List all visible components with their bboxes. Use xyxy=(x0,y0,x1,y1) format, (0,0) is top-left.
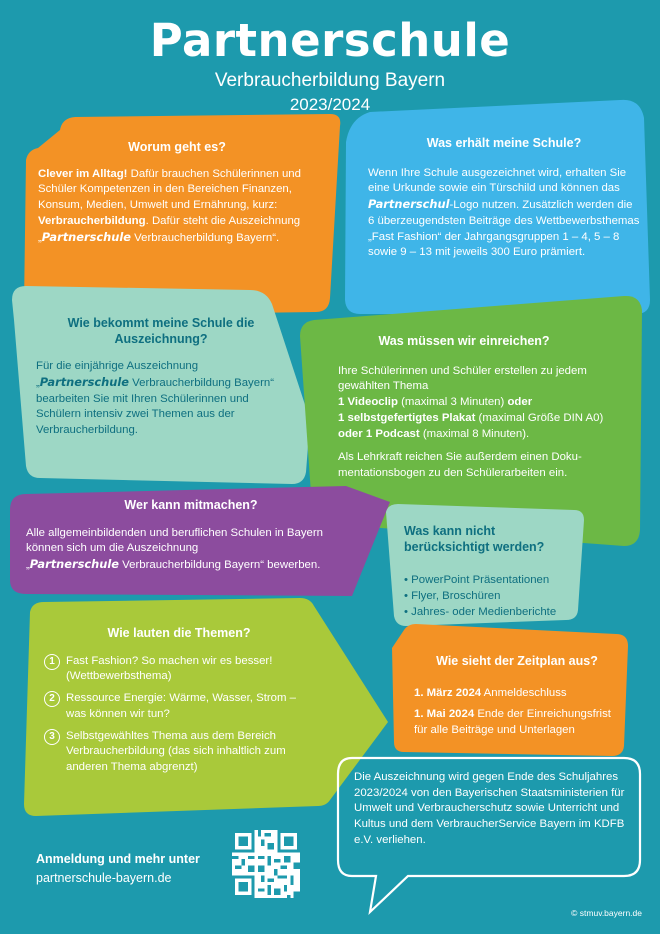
erhalt-section xyxy=(368,136,640,261)
mitmachen-text1: Alle allgemeinbildenden und beruflichen Schulen in Bayern können sich um die Auszeichnung xyxy=(26,526,323,555)
nicht-section xyxy=(404,524,574,621)
bekommt-text xyxy=(36,359,286,439)
list-item: • Jahres- oder Medienberichte xyxy=(404,605,574,621)
copyright-note: © stmuv.bayern.de xyxy=(571,908,642,918)
number-circle-icon: 3 xyxy=(44,729,60,745)
worum-bold2: Verbraucherbildung xyxy=(38,214,146,227)
erhalt-heading: Was erhält meine Schule? xyxy=(426,136,582,150)
worum-text xyxy=(38,167,316,247)
einreichen-item1 xyxy=(338,395,630,411)
einreichen-outro: Als Lehrkraft reichen Sie außerdem einen Dokumentationsbogen zu den Schülerarbeiten ein. xyxy=(338,451,582,480)
einreichen-text xyxy=(338,364,630,482)
einreichen-item2 xyxy=(338,411,630,427)
erhalt-text2: -Logo nutzen. Zusätzlich werden die 6 überzeugendsten Beiträge des Wettbewerbsthemas „Fast Fashion“ der Jahrgangsgruppen 1 – 4, 5 – 8 sowie 9 – 13 mit jeweils 300 Euro prämiert. xyxy=(368,199,640,259)
erhalt-text xyxy=(368,166,640,261)
mitmachen-text2: Verbraucherbildung Bayern“ bewerben. xyxy=(119,559,321,572)
bekommt-heading: Wie bekommt meine Schule die Auszeichnung? xyxy=(67,316,255,346)
themen-section xyxy=(44,626,314,782)
bekommt-text2: Verbraucherbildung Bayern“ bearbeiten Sie mit Ihren Schülerinnen und Schülern intensiv zwei Themen aus der Verbraucherbildung. xyxy=(36,376,275,437)
worum-text1: Dafür brauchen Schülerinnen und Schüler Kompetenzen in den Bereichen Finanzen, Konsum, Medien, Umwelt und Ernährung, kurz: xyxy=(38,167,301,212)
page-subtitle: Verbraucherbildung Bayern xyxy=(214,70,446,91)
list-item: • PowerPoint Präsentationen xyxy=(404,573,574,589)
school-year: 2023/2024 xyxy=(289,95,371,114)
item3-rest: (maximal 8 Minuten). xyxy=(419,427,530,440)
worum-bold1: Clever im Alltag! xyxy=(38,167,128,180)
date1-text: Anmeldeschluss xyxy=(481,686,567,699)
partnerschule-logo-word: Partnerschule xyxy=(29,557,119,572)
list-item xyxy=(44,691,314,722)
item2-rest: (maximal Größe DIN A0) xyxy=(475,411,604,424)
registration-info xyxy=(36,850,200,888)
date2-bold: 1. Mai 2024 xyxy=(414,708,475,721)
list-item: • Flyer, Broschüren xyxy=(404,589,574,605)
zeitplan-date2 xyxy=(414,707,620,738)
bekommt-quote: „ xyxy=(36,376,40,389)
topic-text: Selbstgewähltes Thema aus dem Bereich Verbraucherbildung (das sich inhaltlich zum anderen Thema abgrenzt) xyxy=(66,729,286,774)
mitmachen-text xyxy=(26,526,356,574)
nicht-list xyxy=(404,573,574,621)
partnerschule-logo-word: Partnerschule xyxy=(39,374,129,389)
item3-bold: oder 1 Podcast xyxy=(338,427,420,440)
registration-link[interactable]: partnerschule-bayern.de xyxy=(36,870,172,885)
themen-list xyxy=(44,654,314,776)
worum-section xyxy=(38,140,316,246)
date2-text: Ende der Einreichungsfrist für alle Beiträge und Unterlagen xyxy=(414,708,611,737)
topic-text: Ressource Energie: Wärme, Wasser, Strom – was können wir tun? xyxy=(66,692,296,720)
mitmachen-section xyxy=(26,498,356,574)
item1-or: oder xyxy=(507,396,533,409)
einreichen-section xyxy=(338,334,630,482)
worum-text2: . Dafür steht die Auszeichnung xyxy=(145,214,301,227)
worum-text3: Verbraucherbildung Bayern“. xyxy=(131,231,280,244)
registration-label: Anmeldung und mehr unter xyxy=(36,852,200,866)
partnerschul-logo-word: Partnerschul xyxy=(368,197,450,212)
date1-bold: 1. März 2024 xyxy=(414,686,482,699)
topic-text: Fast Fashion? So machen wir es besser! (Wettbewerbsthema) xyxy=(66,654,273,683)
qr-code-icon[interactable] xyxy=(232,830,300,898)
einreichen-intro: Ihre Schülerinnen und Schüler erstellen zu jedem gewählten Thema xyxy=(338,364,587,393)
bekommt-text1: Für die einjährige Auszeichnung xyxy=(36,360,199,373)
item2-bold: 1 selbstgefertigtes Plakat xyxy=(338,411,476,424)
mitmachen-heading: Wer kann mitmachen? xyxy=(124,498,258,512)
mitmachen-quote: „ xyxy=(26,559,30,572)
zeitplan-text xyxy=(414,686,620,739)
zeitplan-date1 xyxy=(414,686,620,702)
worum-quote: „ xyxy=(38,231,42,244)
nicht-heading: Was kann nicht berücksichtigt werden? xyxy=(404,524,545,554)
zeitplan-heading: Wie sieht der Zeitplan aus? xyxy=(436,654,598,668)
list-item xyxy=(44,654,314,685)
themen-heading: Wie lauten die Themen? xyxy=(107,626,251,640)
erhalt-text1: Wenn Ihre Schule ausgezeichnet wird, erhalten Sie eine Urkunde sowie ein Türschild und können das xyxy=(368,166,627,195)
worum-heading: Worum geht es? xyxy=(128,140,226,154)
number-circle-icon: 2 xyxy=(44,691,60,707)
einreichen-item3 xyxy=(338,427,630,443)
list-item xyxy=(44,729,314,776)
einreichen-heading: Was müssen wir einreichen? xyxy=(378,334,550,348)
page-title: Partnerschule xyxy=(149,14,511,67)
item1-rest: (maximal 3 Minuten) xyxy=(397,396,508,409)
item1-bold: 1 Videoclip xyxy=(338,396,398,409)
partnerschule-logo-word: Partnerschule xyxy=(41,229,131,244)
zeitplan-section xyxy=(414,654,620,739)
number-circle-icon: 1 xyxy=(44,654,60,670)
verleihung-text: Die Auszeichnung wird gegen Ende des Schuljahres 2023/2024 von den Bayerischen Staatsministerien für Umwelt und Verbraucherschutz sowie Unterricht und Kultus und dem VerbraucherService Bayern im KDFB e.V. verliehen. xyxy=(354,771,625,846)
bekommt-section xyxy=(36,316,286,439)
